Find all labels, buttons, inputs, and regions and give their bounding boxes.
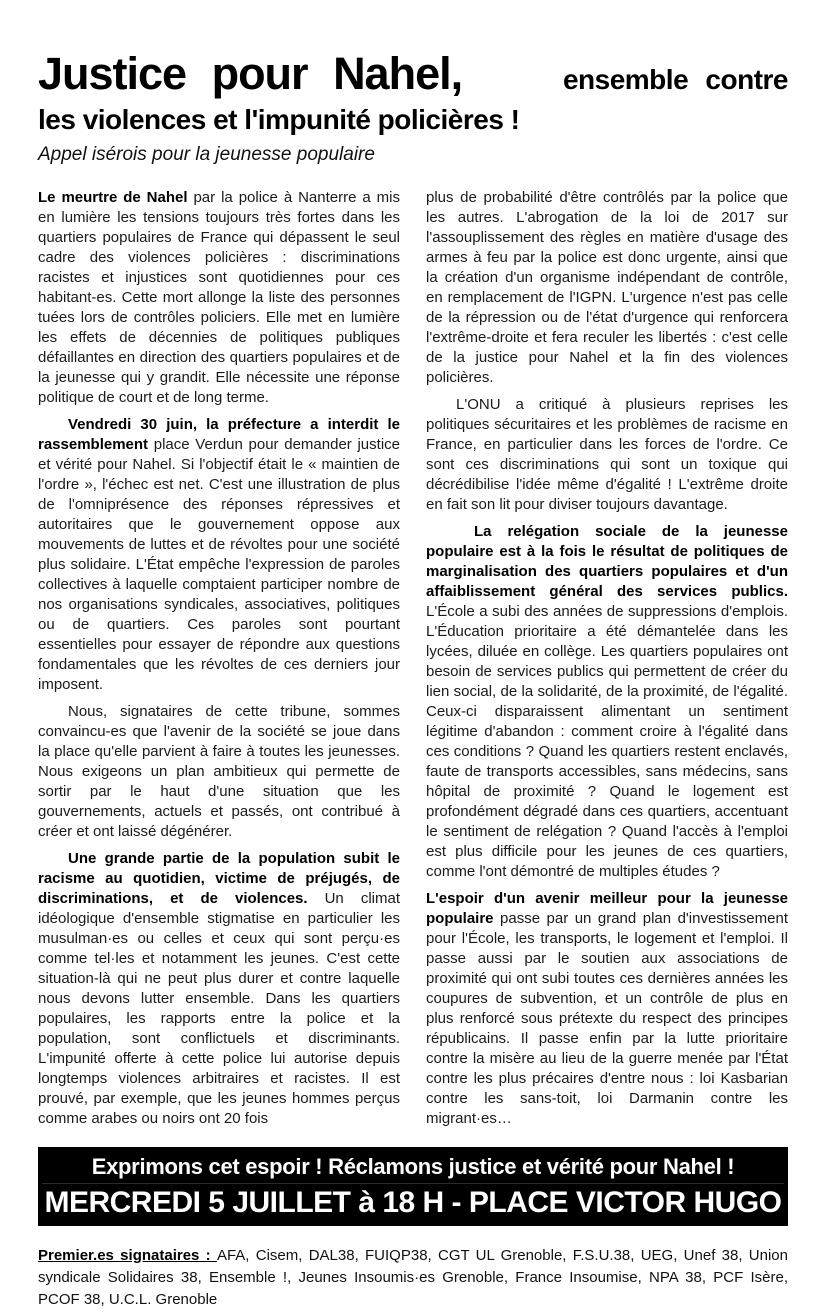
paragraph-lead: L'espoir d'un avenir meilleur pour la jeunesse populaire <box>426 889 788 927</box>
subtitle: Appel isérois pour la jeunesse populaire <box>38 143 375 165</box>
paragraph-police-controls <box>426 188 788 388</box>
paragraph-text: plus de probabilité d'être contrôlés par la police que les autres. L'abrogation de la loi de 2017 sur l'assouplissement des règles en matière d'usage des armes à feu par la police est donc urgente, ainsi que la création d'un organisme indépendant de contrôle, en remplacement de l'IGPN. L'urgence n'est pas celle de la répression ou de l'état d'urgence qui renforcera l'extrême-droite et fera reculer les libertés : c'est celle de la justice pour Nahel et la fin des violences policières. <box>426 188 788 386</box>
paragraph-text: par la police à Nanterre a mis en lumière les tensions toujours très fortes dans les quartiers populaires de France qui dépassent le seul cadre des violences policières : discriminations racistes et injustices sont quotidiennes pour ces habitant-es. Cette mort allonge la liste des personnes tuées lors de contrôles policiers. Elle met en lumière les effets de décennies de politiques publiques défaillantes en direction des quartiers populaires et de la jeunesse qui y grandit. Elle nécessite une réponse politique de court et de long terme. <box>38 188 401 406</box>
paragraph-hope-future <box>426 889 788 1129</box>
paragraph-text: L'ONU a critiqué à plusieurs reprises les politiques sécuritaires et les problèmes de racisme en France, en particulier dans les forces de l'ordre. Ce sont ces discriminations qui sont un toxique qui décrédibilise l'idée même d'égalité ! L'extrême droite en fait son lit pour diviser toujours davantage. <box>426 395 788 513</box>
body-columns <box>38 188 788 1129</box>
paragraph-text: Nous, signataires de cette tribune, sommes convaincu-es que l'avenir de la société se joue dans la place qu'elle parvient à faire à toutes les jeunesses. Nous exigeons un plan ambitieux qui permette de sortir par le haut d'une situation que les gouvernements, actuels et passés, ont contribué à créer et ont laissé dégénérer. <box>38 702 400 840</box>
paragraph-lead: Le meurtre de Nahel <box>38 188 188 206</box>
title-main: Justice pour Nahel, <box>38 48 463 99</box>
paragraph-text: place Verdun pour demander justice et vérité pour Nahel. Si l'objectif était le « maintien de l'ordre », l'échec est net. C'est une illustration de plus de l'omniprésence des réponses répressives et autoritaires que le gouvernement oppose aux mouvements de luttes et de révoltes pour une société plus solidaire. L'État empêche l'expression de paroles collectives à laquelle comptaient participer nombre de nos organisations syndicales, associatives, politiques ou de quartiers. Ces paroles sont pourtant essentielles pour essayer de répondre aux questions fondamentales que les révoltes de ces derniers jour imposent. <box>38 435 400 693</box>
title-line-2: les violences et l'impunité policières ! <box>38 104 520 136</box>
signatories-paragraph <box>38 1245 788 1311</box>
paragraph-lead: Une grande partie de la population subit le racisme au quotidien, victime de préjugés, de discriminations, et de violences. <box>38 849 400 907</box>
paragraph-prefecture-ban <box>38 415 400 695</box>
paragraph-racism-daily <box>38 849 400 1129</box>
paragraph-signatories-conviction <box>38 702 400 842</box>
paragraph-text: Un climat idéologique d'ensemble stigmatise en particulier les musulman·es ou celles et ceux qui sont perçu·es comme tel·les et notamment les jeunes. C'est cette situation-là qui ne peut plus durer et contre laquelle nous devons lutter ensemble. Dans les quartiers populaires, les rapports entre la police et la population, sont conflictuels et discriminants. L'impunité offerte à cette police lui autorise depuis longtemps violences arbitraires et racistes. Il est prouvé, par exemple, que les jeunes hommes perçus comme arabes ou noirs ont 20 fois <box>38 889 400 1127</box>
left-column <box>38 188 400 1129</box>
paragraph-onu-critique <box>426 395 788 515</box>
banner-slogan: Exprimons cet espoir ! Réclamons justice et vérité pour Nahel ! <box>42 1152 784 1184</box>
right-column <box>426 188 788 1129</box>
paragraph-social-relegation <box>426 522 788 882</box>
signatories-label: Premier.es signataires : <box>38 1246 217 1264</box>
title-continuation: ensemble contre <box>562 64 788 95</box>
paragraph-lead: La relégation sociale de la jeunesse populaire est à la fois le résultat de politiques de marginalisation des quartiers populaires et d'un affaiblissement général des services publics. <box>426 522 788 600</box>
title-line-1 <box>38 50 788 97</box>
paragraph-text: L'École a subi des années de suppressions d'emplois. L'Éducation prioritaire a été démantelée dans les lycées, diluée en collège. Les quartiers populaires ont besoin de services publics qui permettent de créer du lien social, de la solidarité, de la proximité, de l'égalité. Ceux-ci disparaissent alimentant un sentiment légitime d'abandon : comment croire à l'égalité dans ces conditions ? Quand les quartiers restent enclavés, faute de transports accessibles, sans médecins, sans hôpital de proximité ? Quand le logement est profondément dégradé dans ces quartiers, accentuant le sentiment de relégation ? Quand l'accès à l'emploi est plus difficile pour les jeunes de ces quartiers, comme l'ont démontré de multiples études ? <box>426 602 788 880</box>
signatories-list: AFA, Cisem, DAL38, FUIQP38, CGT UL Grenoble, F.S.U.38, UEG, Unef 38, Union syndicale Solidaires 38, Ensemble !, Jeunes Insoumis·es Grenoble, France Insoumise, NPA 38, PCF Isère, PCOF 38, U.C.L. Grenoble <box>38 1246 788 1308</box>
paragraph-lead: Vendredi 30 juin, la préfecture a interdit le rassemblement <box>38 415 400 453</box>
banner-event-details: MERCREDI 5 JUILLET à 18 H - PLACE VICTOR HUGO <box>44 1185 782 1219</box>
leaflet-header <box>38 50 788 166</box>
call-to-action-banner <box>38 1147 788 1226</box>
paragraph-murder-of-nahel <box>38 188 400 408</box>
paragraph-text: passe par un grand plan d'investissement pour l'École, les transports, le logement et l'emploi. Il passe aussi par le soutien aux associations de proximité qui ont subi toutes ces dernières années les coupures de subvention, et un contrôle de plus en plus renforcé sous prétexte du respect des principes républicains. Il passe enfin par la lutte prioritaire contre la misère au lieu de la guerre menée par l'État contre les plus précaires d'entre nous : loi Kasbarian contre les sans-toit, loi Darmanin contre les migrant·es… <box>426 909 788 1127</box>
